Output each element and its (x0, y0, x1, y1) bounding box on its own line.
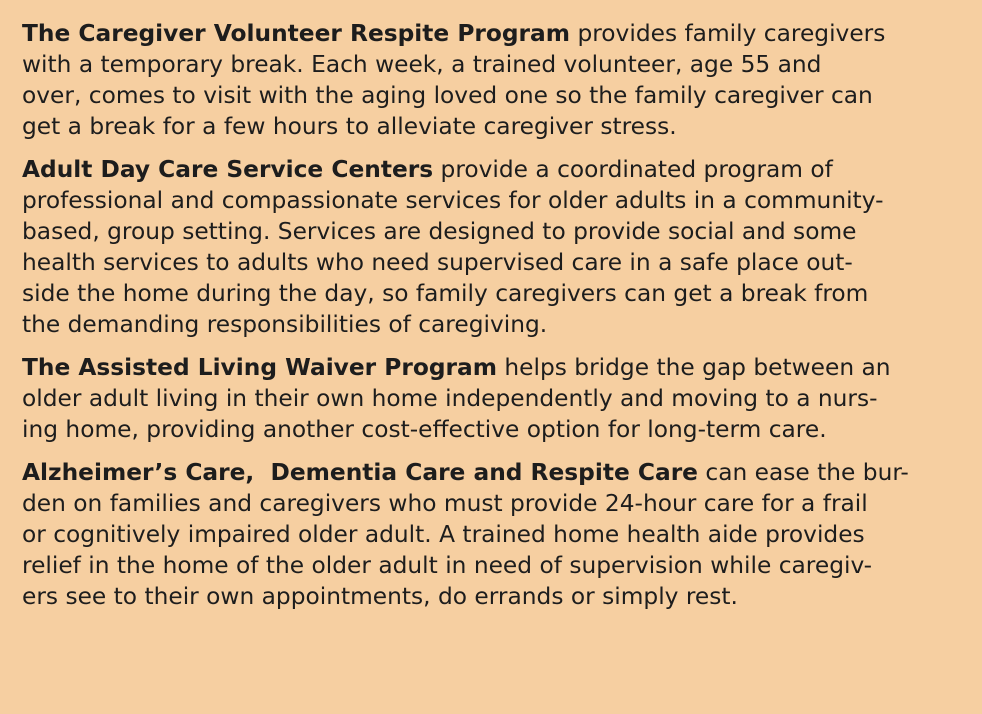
text-line (22, 247, 962, 278)
body-text: helps bridge the gap between an (497, 354, 891, 381)
text-line (22, 154, 962, 185)
text-line (22, 581, 962, 612)
body-text: can ease the bur- (698, 459, 909, 486)
text-line (22, 352, 962, 383)
text-line (22, 111, 962, 142)
body-text: ing home, providing another cost-effective option for long-term care. (22, 416, 827, 443)
text-line (22, 519, 962, 550)
body-text: den on families and caregivers who must provide 24-hour care for a frail (22, 490, 868, 517)
text-line (22, 488, 962, 519)
paragraph-alzheimers-dementia-respite (22, 457, 962, 612)
text-line (22, 383, 962, 414)
program-name: The Caregiver Volunteer Respite Program (22, 20, 571, 47)
paragraph-assisted-living-waiver (22, 352, 962, 445)
body-text: based, group setting. Services are designed to provide social and some (22, 218, 857, 245)
text-line (22, 185, 962, 216)
body-text: provide a coordinated program of (433, 156, 833, 183)
text-line (22, 309, 962, 340)
text-line (22, 49, 962, 80)
body-text: with a temporary break. Each week, a trained volunteer, age 55 and (22, 51, 822, 78)
body-text: provides family caregivers (570, 20, 886, 47)
text-line (22, 550, 962, 581)
body-text: the demanding responsibilities of caregiving. (22, 311, 548, 338)
body-text: professional and compassionate services for older adults in a community- (22, 187, 884, 214)
program-name: Alzheimer’s Care, Dementia Care and Respite Care (22, 459, 698, 486)
text-line (22, 414, 962, 445)
text-line (22, 216, 962, 247)
text-line (22, 457, 962, 488)
body-text: side the home during the day, so family caregivers can get a break from (22, 280, 869, 307)
body-text: health services to adults who need supervised care in a safe place out- (22, 249, 853, 276)
paragraph-caregiver-volunteer-respite (22, 18, 962, 142)
body-text: older adult living in their own home independently and moving to a nurs- (22, 385, 878, 412)
body-text: get a break for a few hours to alleviate caregiver stress. (22, 113, 677, 140)
program-name: Adult Day Care Service Centers (22, 156, 434, 183)
body-text: or cognitively impaired older adult. A trained home health aide provides (22, 521, 865, 548)
body-text: ers see to their own appointments, do errands or simply rest. (22, 583, 738, 610)
body-text: over, comes to visit with the aging loved one so the family caregiver can (22, 82, 873, 109)
body-text: relief in the home of the older adult in need of supervision while caregiv- (22, 552, 873, 579)
text-line (22, 80, 962, 111)
program-name: The Assisted Living Waiver Program (22, 354, 497, 381)
text-line (22, 278, 962, 309)
text-line (22, 18, 962, 49)
paragraph-adult-day-care (22, 154, 962, 340)
